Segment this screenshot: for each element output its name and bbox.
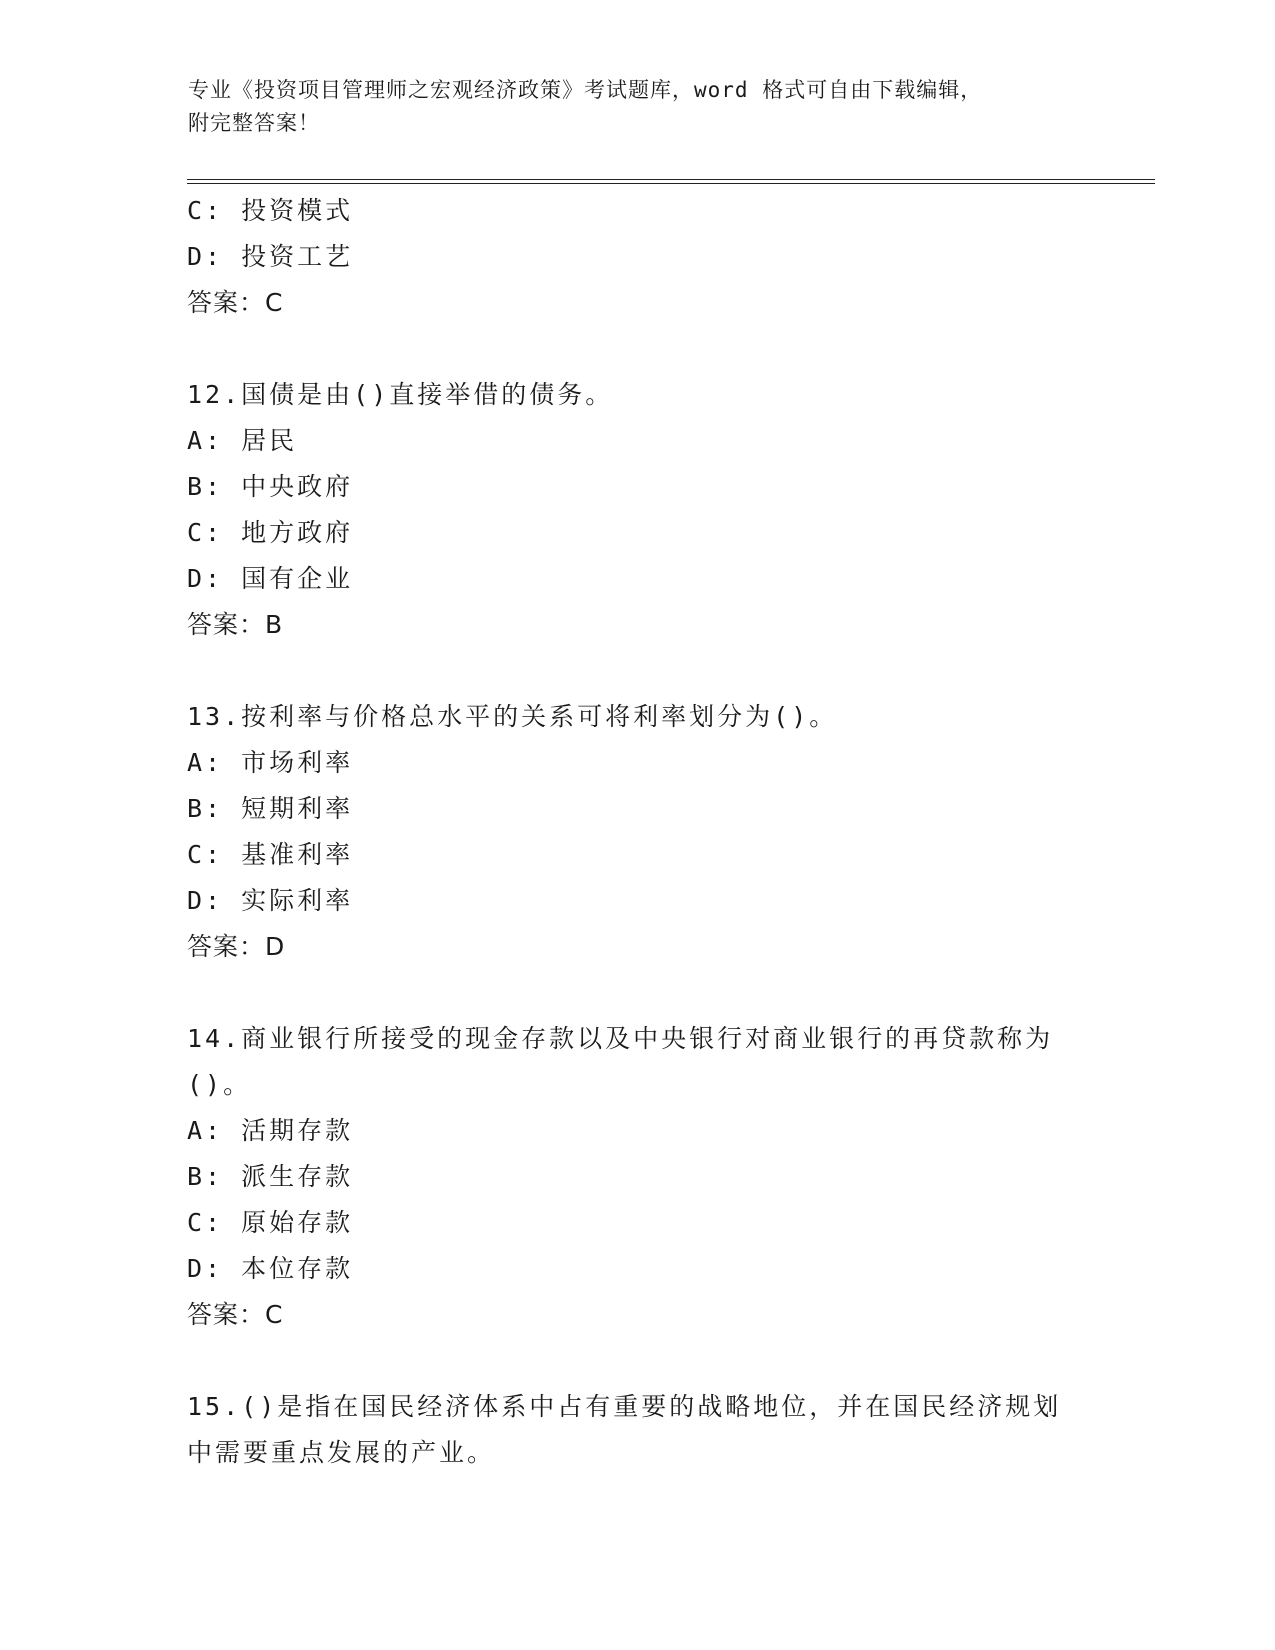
question-15 [187,1384,1087,1476]
header-divider [187,179,1155,184]
header-line-2: 附完整答案！ [188,111,320,135]
option-c: C: 原始存款 [187,1208,354,1237]
document-header [188,74,1088,140]
question-list [187,188,1087,1476]
option-a: A: 居民 [187,426,298,455]
option-c: C: 投资模式 [187,196,354,225]
option-c: C: 基准利率 [187,840,354,869]
answer-line: 答案：C [187,288,284,317]
option-d: D: 本位存款 [187,1254,354,1283]
question-text-line-1: 14.商业银行所接受的现金存款以及中央银行对商业银行的再贷款称为 [187,1024,1054,1053]
question-11-fragment [187,188,1087,326]
question-text-line-2: ()。 [187,1070,252,1099]
option-b: B: 短期利率 [187,794,354,823]
spacer [187,326,1087,372]
question-13 [187,694,1087,970]
option-d: D: 投资工艺 [187,242,354,271]
question-text-line-2: 中需要重点发展的产业。 [187,1438,496,1467]
option-a: A: 市场利率 [187,748,354,777]
option-c: C: 地方政府 [187,518,354,547]
question-14 [187,1016,1087,1338]
answer-line: 答案：D [187,932,286,961]
option-a: A: 活期存款 [187,1116,354,1145]
header-line-1: 专业《投资项目管理师之宏观经济政策》考试题库，word 格式可自由下载编辑， [188,78,983,102]
question-text: 12.国债是由()直接举借的债务。 [187,380,614,409]
answer-line: 答案：B [187,610,284,639]
option-d: D: 国有企业 [187,564,354,593]
question-text-line-1: 15.()是指在国民经济体系中占有重要的战略地位，并在国民经济规划 [187,1392,1062,1421]
question-text: 13.按利率与价格总水平的关系可将利率划分为()。 [187,702,838,731]
question-12 [187,372,1087,648]
answer-line: 答案：C [187,1300,284,1329]
spacer [187,970,1087,1016]
option-b: B: 中央政府 [187,472,354,501]
option-b: B: 派生存款 [187,1162,354,1191]
option-d: D: 实际利率 [187,886,354,915]
spacer [187,1338,1087,1384]
spacer [187,648,1087,694]
